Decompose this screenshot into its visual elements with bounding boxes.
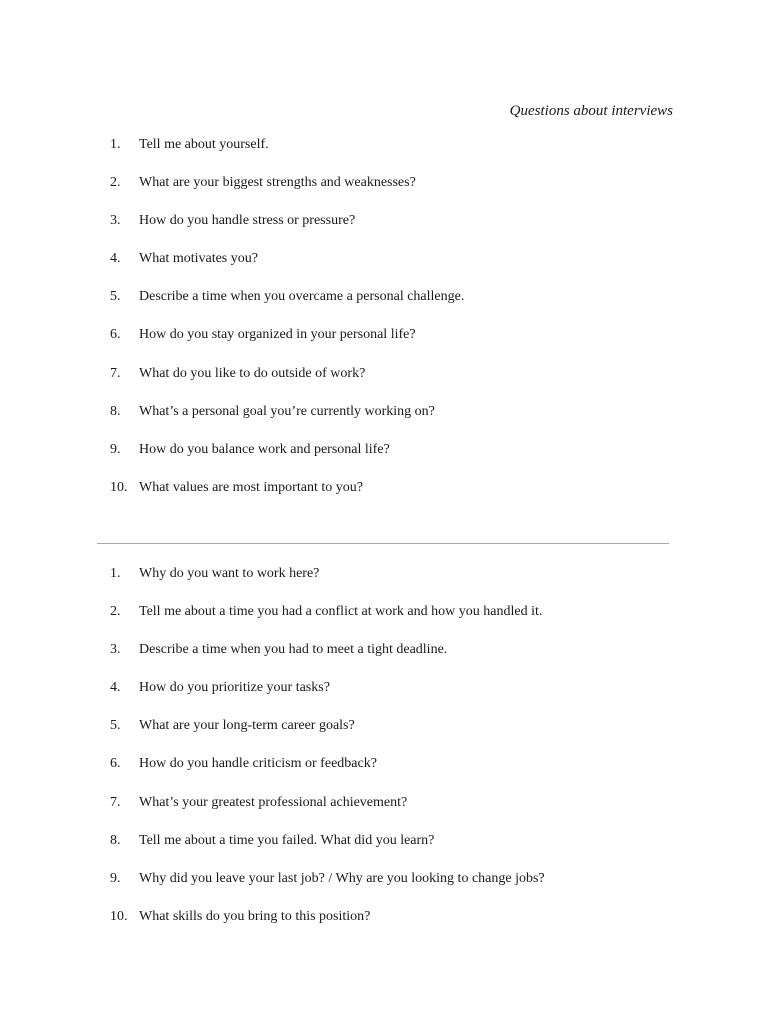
list-item <box>110 830 690 868</box>
list-item <box>110 401 690 439</box>
question-text: How do you stay organized in your personal life? <box>139 327 416 343</box>
question-text: What do you like to do outside of work? <box>139 365 366 381</box>
question-text: What are your long-term career goals? <box>139 718 355 734</box>
list-item <box>110 286 690 324</box>
question-text: What motivates you? <box>139 251 258 267</box>
question-number: 6. <box>110 756 121 772</box>
question-number: 8. <box>110 832 121 848</box>
list-item <box>110 324 690 362</box>
list-item <box>110 477 690 515</box>
question-number: 9. <box>110 870 121 886</box>
question-number: 2. <box>110 175 121 191</box>
question-text: How do you prioritize your tasks? <box>139 680 330 696</box>
list-item <box>110 248 690 286</box>
question-text: What are your biggest strengths and weaknesses? <box>139 175 416 191</box>
list-item <box>110 363 690 401</box>
list-item <box>110 792 690 830</box>
question-text: What’s your greatest professional achievement? <box>139 794 408 810</box>
document-title: Questions about interviews <box>509 103 673 119</box>
question-number: 10. <box>110 908 128 924</box>
list-item <box>110 172 690 210</box>
question-text: Describe a time when you overcame a personal challenge. <box>139 289 465 305</box>
question-number: 5. <box>110 718 121 734</box>
list-item <box>110 601 690 639</box>
question-text: What’s a personal goal you’re currently working on? <box>139 403 435 419</box>
question-text: What skills do you bring to this position? <box>139 908 371 924</box>
list-item <box>110 439 690 477</box>
question-number: 4. <box>110 251 121 267</box>
section-divider <box>97 543 669 544</box>
question-number: 6. <box>110 327 121 343</box>
question-number: 3. <box>110 642 121 658</box>
question-text: Describe a time when you had to meet a tight deadline. <box>139 642 448 658</box>
question-number: 8. <box>110 403 121 419</box>
question-number: 4. <box>110 680 121 696</box>
question-text: Tell me about a time you had a conflict at work and how you handled it. <box>139 604 543 620</box>
list-item <box>110 639 690 677</box>
question-text: Why did you leave your last job? / Why are you looking to change jobs? <box>139 870 545 886</box>
question-number: 3. <box>110 213 121 229</box>
question-number: 1. <box>110 137 121 152</box>
list-item <box>110 868 690 906</box>
question-text: How do you balance work and personal life? <box>139 441 390 457</box>
list-item <box>110 715 690 753</box>
list-item <box>110 906 690 944</box>
question-number: 9. <box>110 441 121 457</box>
list-item <box>110 563 690 601</box>
question-text: Tell me about yourself. <box>139 137 269 152</box>
personal-questions-list <box>110 134 690 515</box>
question-text: How do you handle criticism or feedback? <box>139 756 377 772</box>
question-number: 7. <box>110 794 121 810</box>
question-number: 5. <box>110 289 121 305</box>
question-number: 10. <box>110 479 128 495</box>
question-number: 7. <box>110 365 121 381</box>
question-text: How do you handle stress or pressure? <box>139 213 356 229</box>
list-item <box>110 210 690 248</box>
list-item <box>110 677 690 715</box>
professional-questions-list <box>110 563 690 944</box>
question-text: What values are most important to you? <box>139 479 363 495</box>
question-text: Why do you want to work here? <box>139 566 320 581</box>
question-text: Tell me about a time you failed. What did you learn? <box>139 832 435 848</box>
list-item <box>110 753 690 791</box>
list-item <box>110 134 690 172</box>
question-number: 2. <box>110 604 121 620</box>
question-number: 1. <box>110 566 121 581</box>
